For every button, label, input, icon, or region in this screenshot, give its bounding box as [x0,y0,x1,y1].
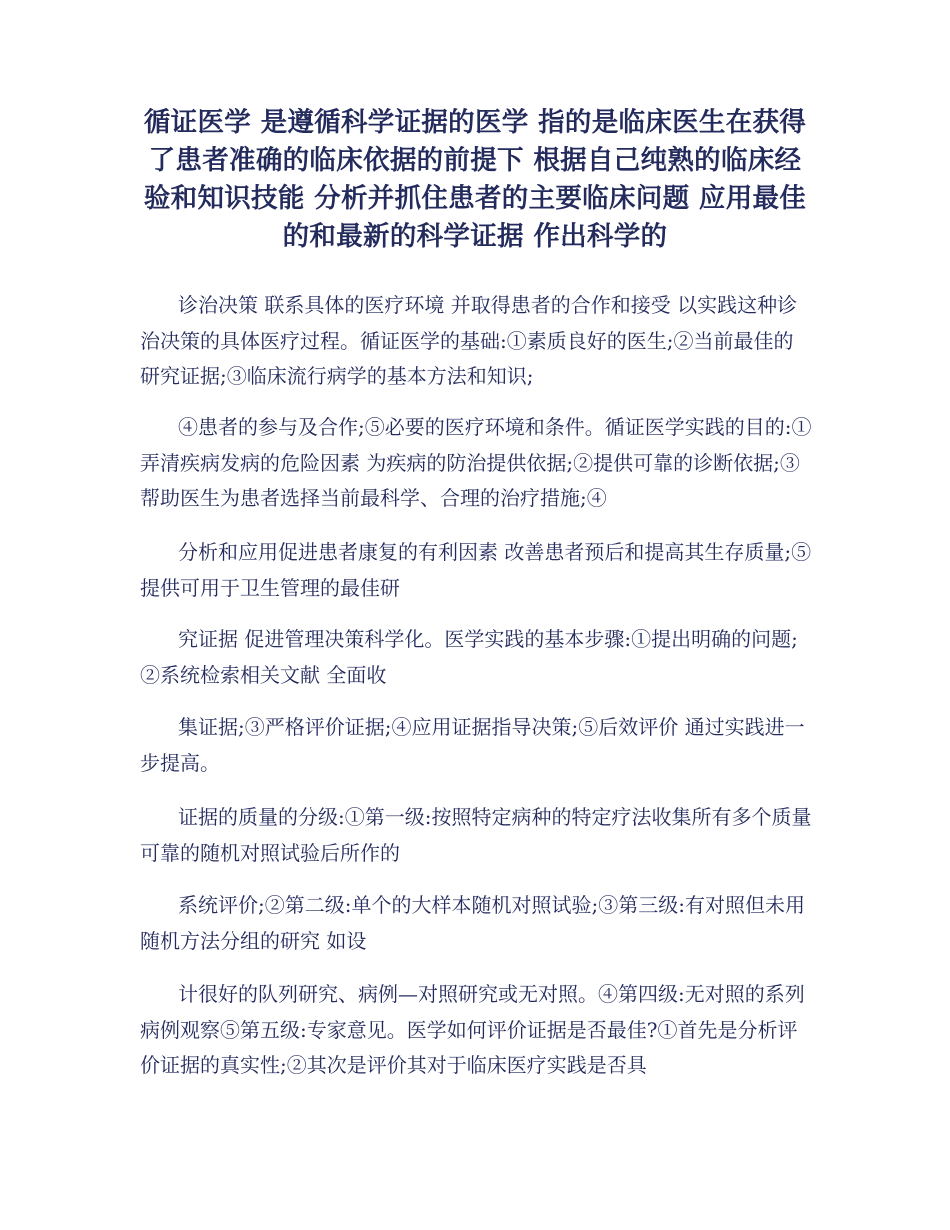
paragraph-4: 究证据 促进管理决策科学化。医学实践的基本步骤:①提出明确的问题;②系统检索相关文献 全面收 [140,627,798,687]
document-title: 循证医学 是遵循科学证据的医学 指的是临床医生在获得了患者准确的临床依据的前提下 根据自己纯熟的临床经验和知识技能 分析并抓住患者的主要临床问题 应用最佳的和最新的科学证据 作出科学的 [143,107,807,252]
paragraph-8: 计很好的队列研究、病例—对照研究或无对照。④第四级:无对照的系列病例观察⑤第五级:专家意见。医学如何评价证据是否最佳?①首先是分析评价证据的真实性;②其次是评价其对于临床医疗实践是否具 [140,982,805,1077]
paragraph-5: 集证据;③严格评价证据;④应用证据指导决策;⑤后效评价 通过实践进一步提高。 [140,715,805,775]
paragraph-6: 证据的质量的分级:①第一级:按照特定病种的特定疗法收集所有多个质量可靠的随机对照试验后所作的 [140,805,812,865]
paragraph-7: 系统评价;②第二级:单个的大样本随机对照试验;③第三级:有对照但未用随机方法分组的研究 如设 [140,893,805,953]
paragraph-3: 分析和应用促进患者康复的有利因素 改善患者预后和提高其生存质量;⑤提供可用于卫生管理的最佳研 [140,540,812,600]
paragraph-2: ④患者的参与及合作;⑤必要的医疗环境和条件。循证医学实践的目的:①弄清疾病发病的危险因素 为疾病的防治提供依据;②提供可靠的诊断依据;③帮助医生为患者选择当前最科学、合理的治疗措施;④ [140,415,812,510]
paragraph-1: 诊治决策 联系具体的医疗环境 并取得患者的合作和接受 以实践这种诊治决策的具体医疗过程。循证医学的基础:①素质良好的医生;②当前最佳的研究证据;③临床流行病学的基本方法和知识; [140,293,798,388]
